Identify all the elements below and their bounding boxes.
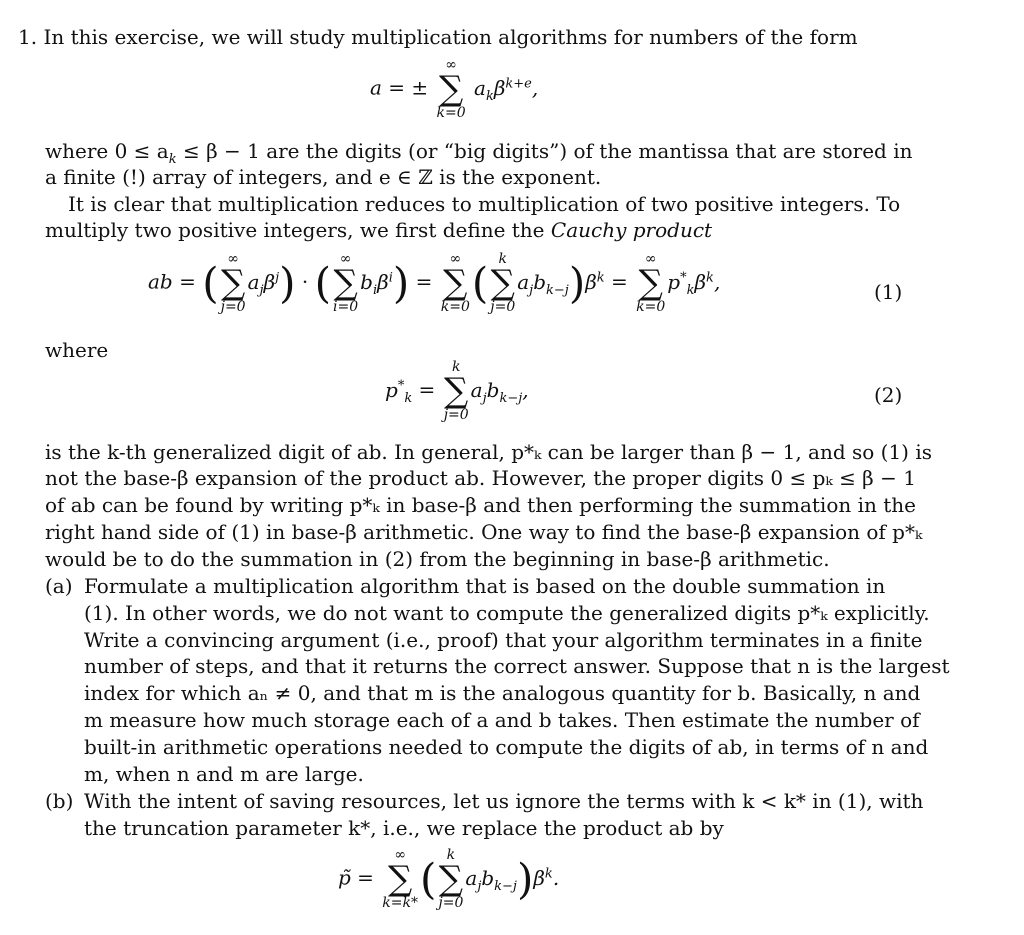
equation-1: ab = ( ∞ ∑ j=0 $a_j\beta^j$) · ( ∞ ∑ i=0 $b_i\beta^i$) = ∞ ∑ k=0 ( k ∑ j=0 $a_jb_{k-j})\beta^k$ = ∞ ∑ k=0 $p^*_k\beta^k$, (148, 251, 721, 315)
part-b-label: (b) (45, 789, 74, 813)
cauchy-product-term: Cauchy product (550, 218, 713, 242)
para2-line1: It is clear that multiplication reduces to multiplication of two positive integers. To (68, 192, 901, 216)
part-a-label: (a) (45, 574, 73, 598)
equation-truncated: p̃ = ∞ ∑ k=k* ( k ∑ j=0 $a_jb_{k-j})\beta^k$. (338, 847, 560, 911)
part-a-line6: m measure how much storage each of a and b takes. Then estimate the number of (84, 708, 920, 732)
equation-2-label: (2) (874, 383, 903, 407)
para2-line2 (45, 217, 712, 243)
part-a-line3: Write a convincing argument (i.e., proof) that your algorithm terminates in a finite (84, 628, 923, 652)
part-b-line2: the truncation parameter k*, i.e., we replace the product ab by (84, 816, 724, 840)
para3-line4: right hand side of (1) in base-β arithmetic. One way to find the base-β expansion of p*ₖ (45, 520, 923, 544)
para3-line2: not the base-β expansion of the product ab. However, the proper digits 0 ≤ pₖ ≤ β − 1 (45, 466, 916, 490)
text: ≤ β − 1 are the digits (or “big digits”) of the mantissa that are stored in (176, 139, 913, 163)
equation-2: $p^*_k$ = k ∑ j=0 $a_jb_{k-j}$, (385, 359, 529, 423)
para3-line5: would be to do the summation in (2) from the beginning in base-β arithmetic. (45, 547, 830, 571)
part-b-line1: With the intent of saving resources, let us ignore the terms with k < k* in (1), with (84, 789, 924, 813)
part-a-line8: m, when n and m are large. (84, 762, 364, 786)
para3-line3: of ab can be found by writing p*ₖ in base-β and then performing the summation in the (45, 493, 916, 517)
problem-intro (18, 24, 858, 50)
text: where 0 ≤ a (45, 139, 169, 163)
part-a-line1: Formulate a multiplication algorithm that is based on the double summation in (84, 574, 886, 598)
para3-line1: is the k-th generalized digit of ab. In general, p*ₖ can be larger than β − 1, and so (1) is (45, 440, 933, 464)
part-a-line5: index for which aₙ ≠ 0, and that m is the analogous quantity for b. Basically, n and (84, 681, 921, 705)
sum-symbol: ∞ ∑ k=0 (436, 57, 466, 121)
where-text: where (45, 338, 109, 362)
eq-lhs: a = ± (370, 75, 429, 100)
text: multiply two positive integers, we first define the (45, 218, 551, 242)
equation-number-form: a = ± ∞ ∑ k=0 $a_k\beta^{k+e}$, (370, 57, 539, 121)
intro-text: In this exercise, we will study multiplication algorithms for numbers of the form (43, 25, 858, 49)
part-a-line4: number of steps, and that it returns the correct answer. Suppose that n is the largest (84, 654, 950, 678)
part-a-line7: built-in arithmetic operations needed to compute the digits of ab, in terms of n and (84, 735, 929, 759)
problem-number: 1. (18, 25, 38, 49)
text: k (168, 152, 177, 167)
para1-line2: a finite (!) array of integers, and e ∈ ℤ is the exponent. (45, 165, 602, 189)
part-a-line2: (1). In other words, we do not want to compute the generalized digits p*ₖ explicitly. (84, 601, 930, 625)
equation-1-label: (1) (874, 280, 903, 304)
